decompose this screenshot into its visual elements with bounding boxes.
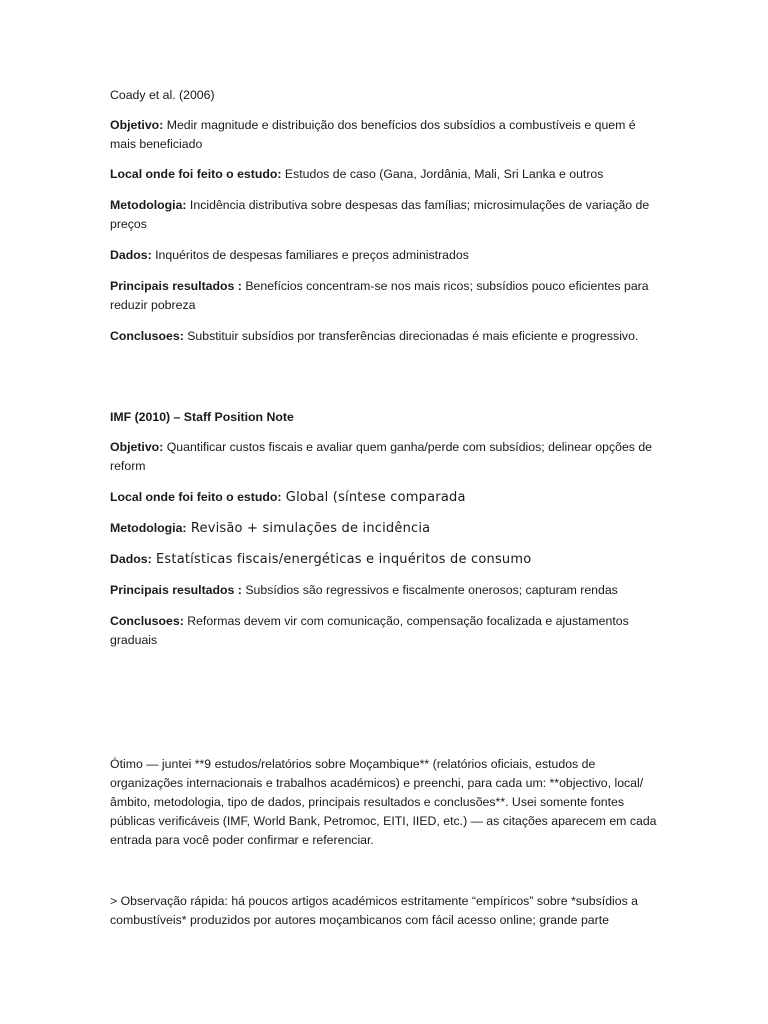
study2-conclusions <box>110 612 660 650</box>
field-value: Medir magnitude e distribuição dos benefícios dos subsídios a combustíveis e quem é mais beneficiado <box>110 118 636 151</box>
study1-data <box>110 246 660 265</box>
field-value: Estatísticas fiscais/energéticas e inquéritos de consumo <box>151 552 532 567</box>
study2-results <box>110 581 660 600</box>
field-value: Incidência distributiva sobre despesas das famílias; microsimulações de variação de preços <box>110 198 650 231</box>
field-label: Local onde foi feito o estudo: <box>110 167 282 181</box>
study1-title: Coady et al. (2006) <box>110 88 215 102</box>
study2-objective <box>110 438 660 476</box>
field-label: Principais resultados : <box>110 583 242 597</box>
study2-methodology <box>110 519 660 538</box>
field-label: Dados: <box>110 552 152 566</box>
field-label: Local onde foi feito o estudo: <box>110 490 282 504</box>
field-label: Metodologia: <box>110 521 187 535</box>
field-label: Metodologia: <box>110 198 187 212</box>
study1-conclusions <box>110 327 660 346</box>
field-value: Benefícios concentram-se nos mais ricos; subsídios pouco eficientes para reduzir pobreza <box>110 279 649 312</box>
field-value: Estudos de caso (Gana, Jordânia, Mali, Sri Lanka e outros <box>281 167 604 181</box>
field-label: Conclusoes: <box>110 329 184 343</box>
summary-paragraph: Ótimo — juntei **9 estudos/relatórios sobre Moçambique** (relatórios oficiais, estudos de organizações internacionais e trabalhos académicos) e preenchi, para cada um: **objectivo, local/âmbito, metodologia, tipo de dados, principais resultados e conclusões**. Usei somente fontes públicas verificáveis (IMF, World Bank, Petromoc, EITI, IIED, etc.) — as citações aparecem em cada entrada para você poder confirmar e referenciar. <box>110 757 657 847</box>
field-label: Dados: <box>110 248 152 262</box>
field-value: Revisão + simulações de incidência <box>186 521 431 536</box>
study2-title-text: IMF (2010) – Staff Position Note <box>110 410 294 424</box>
note-paragraph: > Observação rápida: há poucos artigos académicos estritamente “empíricos” sobre *subsídios a combustíveis* produzidos por autores moçambicanos com fácil acesso online; grande parte <box>110 894 639 927</box>
study2-data <box>110 550 660 569</box>
study1-methodology <box>110 196 660 234</box>
field-label: Conclusoes: <box>110 614 184 628</box>
field-value: Quantificar custos fiscais e avaliar quem ganha/perde com subsídios; delinear opções de reform <box>110 440 653 473</box>
field-label: Principais resultados : <box>110 279 242 293</box>
study1-results <box>110 277 660 315</box>
study1-location <box>110 165 660 184</box>
study2-location <box>110 488 660 507</box>
field-value: Global (síntese comparada <box>281 490 466 505</box>
field-value: Substituir subsídios por transferências direcionadas é mais eficiente e progressivo. <box>183 329 639 343</box>
field-value: Inquéritos de despesas familiares e preços administrados <box>151 248 469 262</box>
field-label: Objetivo: <box>110 440 164 454</box>
field-value: Subsídios são regressivos e fiscalmente onerosos; capturam rendas <box>241 583 618 597</box>
field-label: Objetivo: <box>110 118 164 132</box>
field-value: Reformas devem vir com comunicação, compensação focalizada e ajustamentos graduais <box>110 614 629 647</box>
study1-objective <box>110 116 660 154</box>
study2-title <box>110 408 660 427</box>
